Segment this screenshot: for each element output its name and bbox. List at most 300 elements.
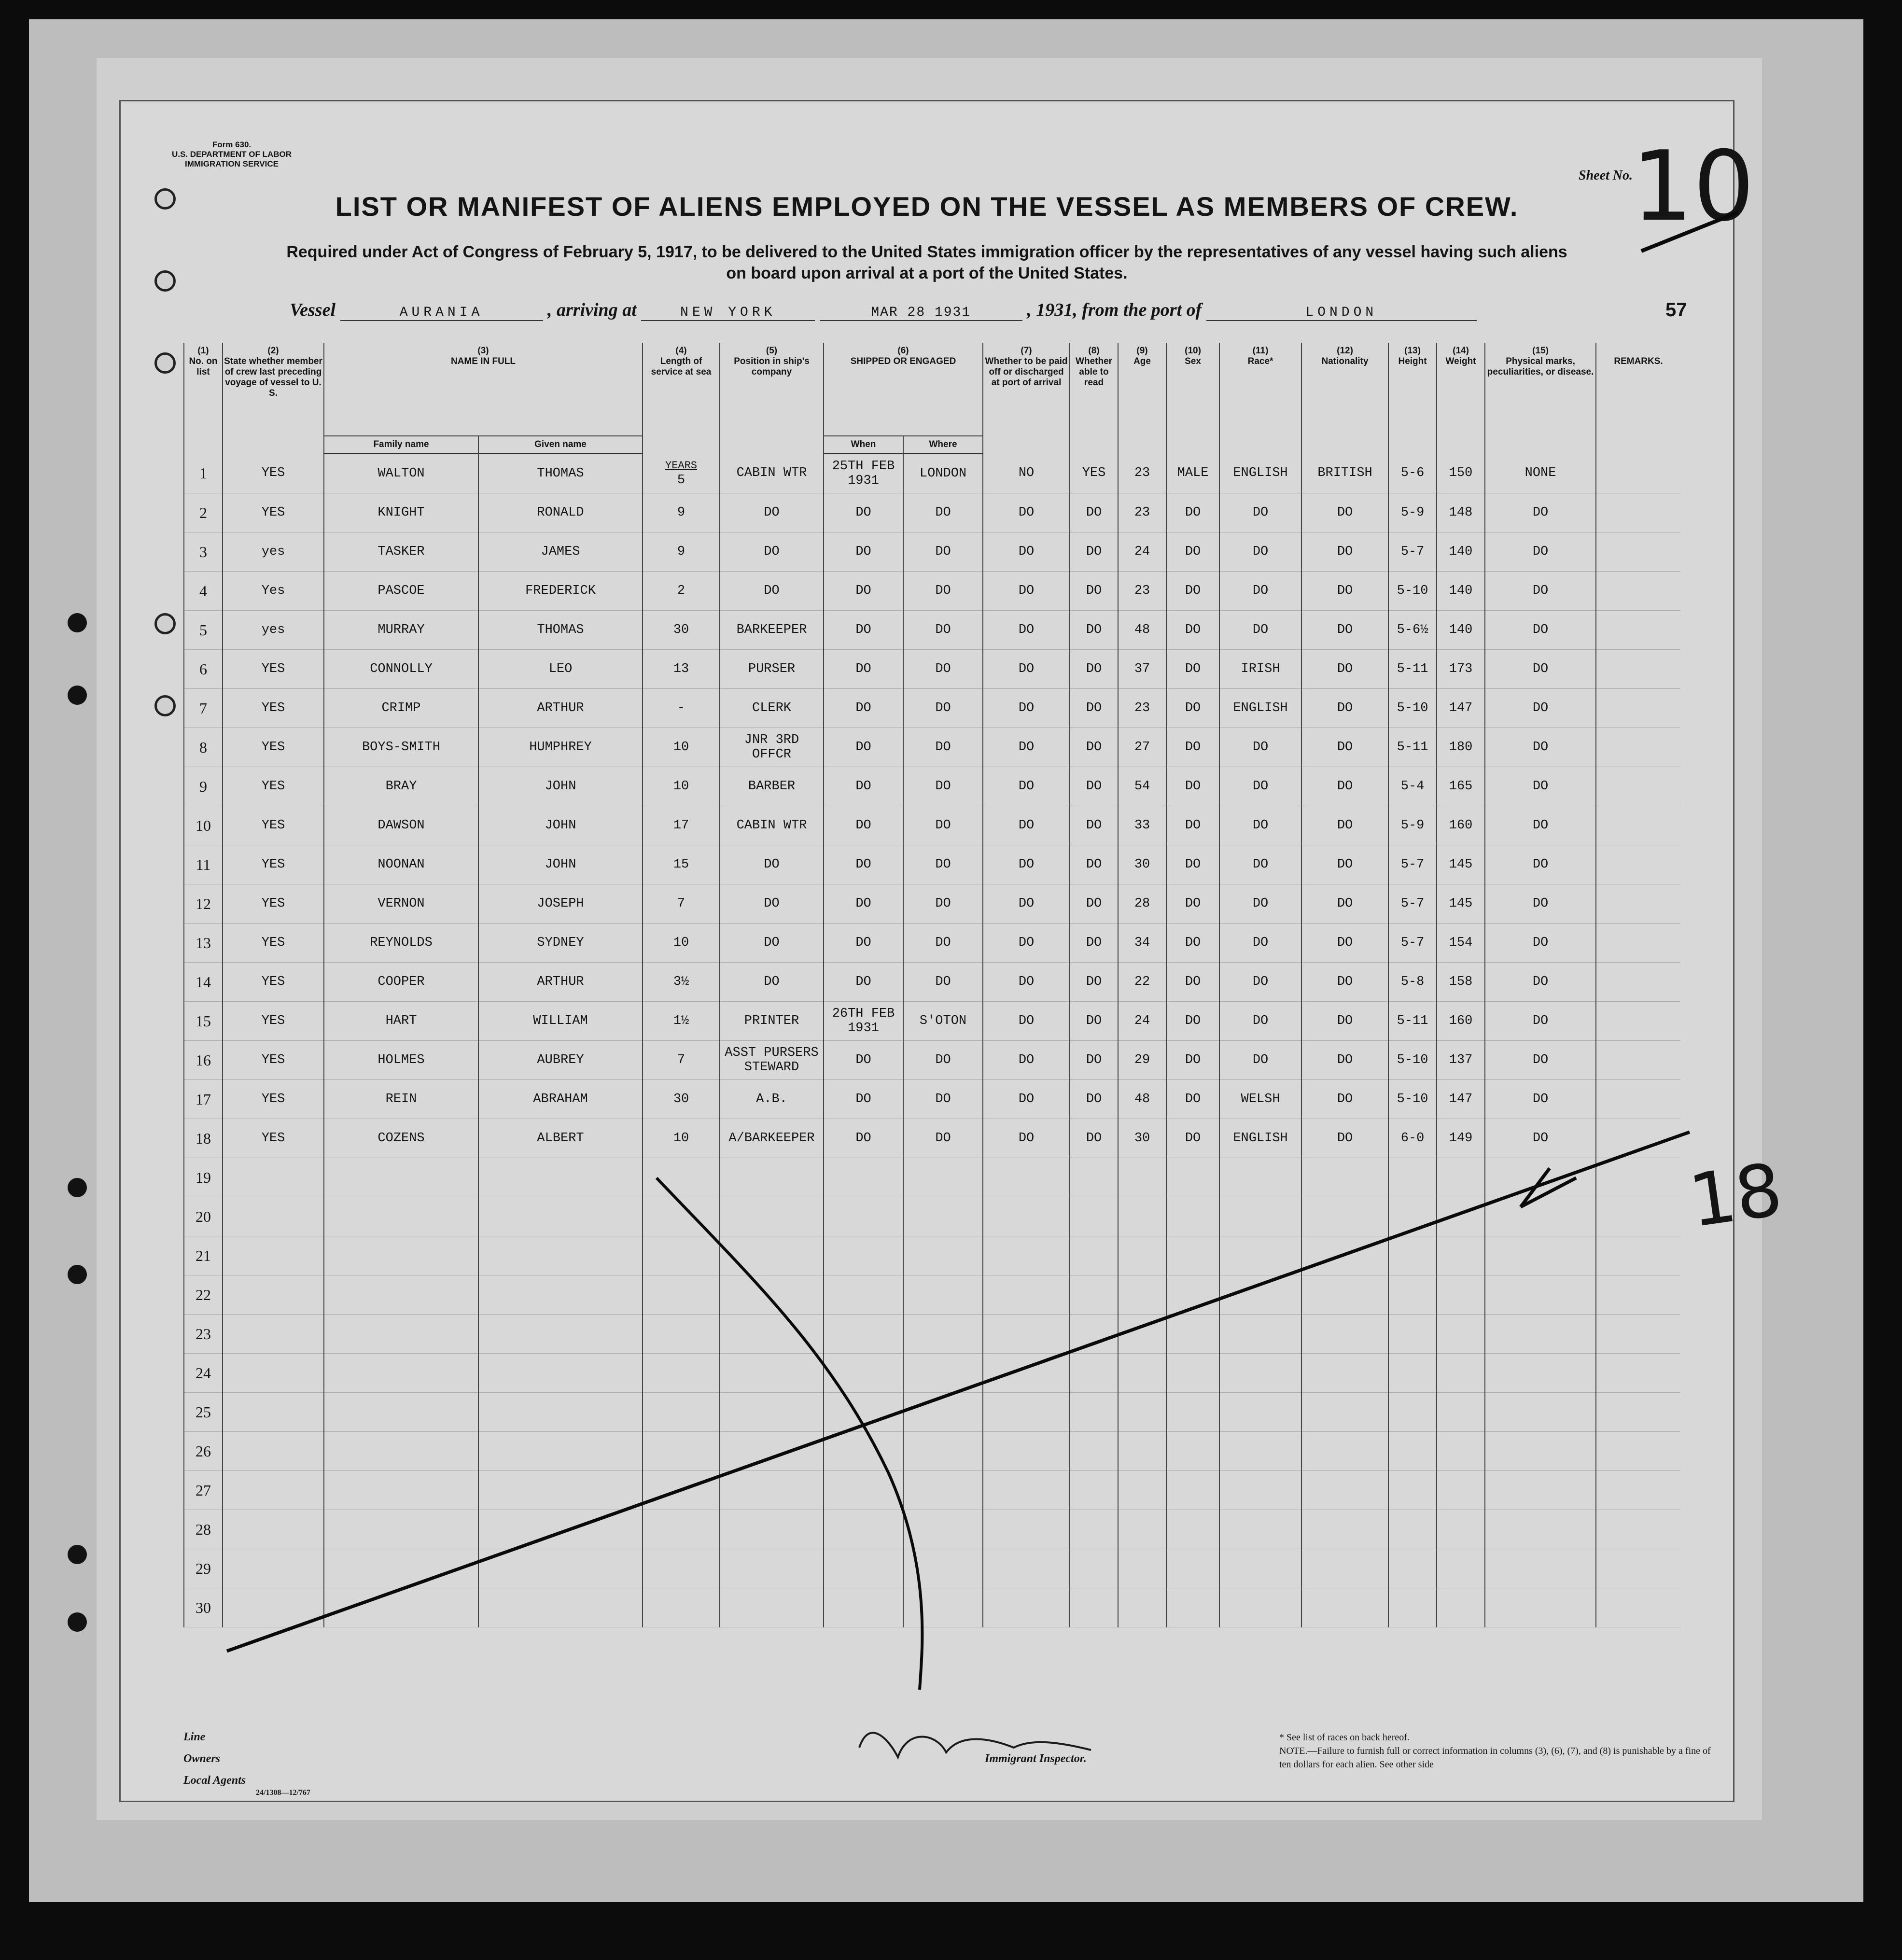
col-remarks: REMARKS. bbox=[1596, 343, 1680, 454]
given-name-cell: ALBERT bbox=[478, 1119, 643, 1158]
col-race: (11) Race* bbox=[1219, 343, 1301, 454]
height-cell: 5-6 bbox=[1388, 454, 1437, 493]
given-name-cell: JOHN bbox=[478, 806, 643, 845]
service-length-cell: 7 bbox=[643, 884, 720, 924]
service-length-cell: 10 bbox=[643, 924, 720, 963]
year-label: , 1931, from the port of bbox=[1027, 300, 1202, 320]
weight-cell: 148 bbox=[1437, 493, 1485, 532]
prior-voyage-cell: YES bbox=[223, 806, 324, 845]
physical-marks-cell: DO bbox=[1485, 650, 1596, 689]
height-cell: 6-0 bbox=[1388, 1119, 1437, 1158]
engaged-where-cell: DO bbox=[903, 572, 983, 611]
weight-cell: 145 bbox=[1437, 845, 1485, 884]
service-length-cell: 9 bbox=[643, 532, 720, 572]
row-number-cell: 21 bbox=[184, 1236, 223, 1275]
engaged-where-cell: LONDON bbox=[903, 454, 983, 493]
ship-position-cell: DO bbox=[720, 884, 824, 924]
nationality-cell: DO bbox=[1301, 845, 1388, 884]
paid-off-cell: DO bbox=[983, 924, 1070, 963]
engaged-when-cell: DO bbox=[824, 611, 903, 650]
col-marks: (15) Physical marks, peculiarities, or disease. bbox=[1485, 343, 1596, 454]
race-cell: ENGLISH bbox=[1219, 454, 1301, 493]
engaged-where-cell: DO bbox=[903, 650, 983, 689]
row-number-cell: 9 bbox=[184, 767, 223, 806]
engaged-where-cell: DO bbox=[903, 728, 983, 767]
height-cell: 5-7 bbox=[1388, 924, 1437, 963]
prior-voyage-cell: YES bbox=[223, 493, 324, 532]
row-number-cell: 4 bbox=[184, 572, 223, 611]
physical-marks-cell: NONE bbox=[1485, 454, 1596, 493]
engaged-when-cell: DO bbox=[824, 845, 903, 884]
nationality-cell: DO bbox=[1301, 924, 1388, 963]
weight-cell: 147 bbox=[1437, 689, 1485, 728]
prior-voyage-cell: yes bbox=[223, 611, 324, 650]
sex-cell: MALE bbox=[1166, 454, 1219, 493]
service-length-value: 5 bbox=[677, 473, 685, 488]
ship-position-cell: DO bbox=[720, 532, 824, 572]
physical-marks-cell: DO bbox=[1485, 806, 1596, 845]
age-cell: 24 bbox=[1118, 532, 1166, 572]
given-name-cell: AUBREY bbox=[478, 1041, 643, 1080]
engaged-when-cell: DO bbox=[824, 650, 903, 689]
physical-marks-cell: DO bbox=[1485, 1080, 1596, 1119]
engaged-where-cell: DO bbox=[903, 493, 983, 532]
row-number-cell: 28 bbox=[184, 1510, 223, 1549]
prior-voyage-cell: YES bbox=[223, 963, 324, 1002]
sex-cell: DO bbox=[1166, 650, 1219, 689]
service-length-cell: 30 bbox=[643, 611, 720, 650]
col-state: (2) State whether member of crew last preceding voyage of vessel to U. S. bbox=[223, 343, 324, 454]
sex-cell: DO bbox=[1166, 845, 1219, 884]
prior-voyage-cell: YES bbox=[223, 650, 324, 689]
sex-cell: DO bbox=[1166, 924, 1219, 963]
paid-off-cell: DO bbox=[983, 845, 1070, 884]
print-code: 24/1308—12/767 bbox=[256, 1789, 310, 1797]
able-to-read-cell: DO bbox=[1070, 884, 1118, 924]
given-name-cell: ARTHUR bbox=[478, 963, 643, 1002]
able-to-read-cell: DO bbox=[1070, 963, 1118, 1002]
paid-off-cell: DO bbox=[983, 728, 1070, 767]
footer-owners-label: Owners bbox=[183, 1752, 221, 1765]
age-cell: 23 bbox=[1118, 689, 1166, 728]
family-name-cell: BOYS-SMITH bbox=[324, 728, 478, 767]
nationality-cell: DO bbox=[1301, 728, 1388, 767]
sex-cell: DO bbox=[1166, 1041, 1219, 1080]
ship-position-cell: DO bbox=[720, 845, 824, 884]
arriving-label: , arriving at bbox=[547, 300, 637, 320]
sex-cell: DO bbox=[1166, 884, 1219, 924]
col-name: (3) NAME IN FULL bbox=[324, 343, 643, 436]
footer-line-label: Line bbox=[183, 1731, 206, 1743]
row-number-cell: 23 bbox=[184, 1315, 223, 1354]
row-number-cell: 7 bbox=[184, 689, 223, 728]
height-cell: 5-11 bbox=[1388, 650, 1437, 689]
race-note: * See list of races on back hereof. bbox=[1279, 1732, 1410, 1743]
ship-position-cell: CLERK bbox=[720, 689, 824, 728]
sex-cell: DO bbox=[1166, 728, 1219, 767]
row-number-cell: 6 bbox=[184, 650, 223, 689]
nationality-cell: DO bbox=[1301, 1041, 1388, 1080]
engaged-where-cell: DO bbox=[903, 806, 983, 845]
sex-cell: DO bbox=[1166, 767, 1219, 806]
engaged-where-cell: DO bbox=[903, 1119, 983, 1158]
prior-voyage-cell: YES bbox=[223, 767, 324, 806]
family-name-cell: CONNOLLY bbox=[324, 650, 478, 689]
family-name-cell: NOONAN bbox=[324, 845, 478, 884]
age-cell: 54 bbox=[1118, 767, 1166, 806]
age-cell: 23 bbox=[1118, 493, 1166, 532]
form-number: Form 630. bbox=[212, 140, 252, 149]
able-to-read-cell: DO bbox=[1070, 806, 1118, 845]
paid-off-cell: DO bbox=[983, 963, 1070, 1002]
service-length-cell: 3½ bbox=[643, 963, 720, 1002]
sex-cell: DO bbox=[1166, 1002, 1219, 1041]
able-to-read-cell: DO bbox=[1070, 1080, 1118, 1119]
weight-cell: 140 bbox=[1437, 532, 1485, 572]
service-length-cell: 10 bbox=[643, 728, 720, 767]
height-cell: 5-7 bbox=[1388, 532, 1437, 572]
able-to-read-cell: DO bbox=[1070, 767, 1118, 806]
weight-cell: 160 bbox=[1437, 1002, 1485, 1041]
nationality-cell: DO bbox=[1301, 767, 1388, 806]
family-name-cell: MURRAY bbox=[324, 611, 478, 650]
row-number-cell: 30 bbox=[184, 1588, 223, 1627]
row-number-cell: 2 bbox=[184, 493, 223, 532]
vessel-label: Vessel bbox=[290, 300, 336, 320]
prior-voyage-cell: YES bbox=[223, 884, 324, 924]
age-cell: 23 bbox=[1118, 454, 1166, 493]
physical-marks-cell: DO bbox=[1485, 611, 1596, 650]
sheet-label: Sheet No. bbox=[1579, 168, 1633, 183]
race-cell: DO bbox=[1219, 493, 1301, 532]
prior-voyage-cell: YES bbox=[223, 1041, 324, 1080]
age-cell: 22 bbox=[1118, 963, 1166, 1002]
engaged-where-cell: DO bbox=[903, 611, 983, 650]
given-name-cell: FREDERICK bbox=[478, 572, 643, 611]
family-name-cell: REYNOLDS bbox=[324, 924, 478, 963]
nationality-cell: DO bbox=[1301, 689, 1388, 728]
age-cell: 30 bbox=[1118, 845, 1166, 884]
given-name-cell: THOMAS bbox=[478, 611, 643, 650]
paid-off-cell: DO bbox=[983, 1080, 1070, 1119]
sheet-number-slash bbox=[1641, 212, 1738, 251]
age-cell: 27 bbox=[1118, 728, 1166, 767]
service-length-cell: 1½ bbox=[643, 1002, 720, 1041]
engaged-when-cell: DO bbox=[824, 1080, 903, 1119]
height-cell: 5-7 bbox=[1388, 845, 1437, 884]
prior-voyage-cell: YES bbox=[223, 1080, 324, 1119]
physical-marks-cell: DO bbox=[1485, 845, 1596, 884]
prior-voyage-cell: YES bbox=[223, 454, 324, 493]
able-to-read-cell: DO bbox=[1070, 728, 1118, 767]
ship-position-cell: JNR 3RD OFFCR bbox=[720, 728, 824, 767]
penalty-note: NOTE.—Failure to furnish full or correct information in columns (3), (6), (7), and (8) is punishable by a fine of ten dollars for each alien. See other side bbox=[1279, 1746, 1711, 1770]
engaged-when-cell: DO bbox=[824, 1041, 903, 1080]
row-number-cell: 15 bbox=[184, 1002, 223, 1041]
height-cell: 5-9 bbox=[1388, 806, 1437, 845]
nationality-cell: DO bbox=[1301, 1119, 1388, 1158]
family-name-cell: HART bbox=[324, 1002, 478, 1041]
age-cell: 33 bbox=[1118, 806, 1166, 845]
able-to-read-cell: DO bbox=[1070, 924, 1118, 963]
able-to-read-cell: DO bbox=[1070, 1119, 1118, 1158]
paid-off-cell: DO bbox=[983, 1119, 1070, 1158]
able-to-read-cell: DO bbox=[1070, 572, 1118, 611]
engaged-when-cell: DO bbox=[824, 493, 903, 532]
race-cell: DO bbox=[1219, 611, 1301, 650]
given-name-cell: LEO bbox=[478, 650, 643, 689]
prior-voyage-cell: YES bbox=[223, 689, 324, 728]
height-cell: 5-10 bbox=[1388, 1080, 1437, 1119]
arrival-port: NEW YORK bbox=[641, 305, 815, 321]
family-name-cell: CRIMP bbox=[324, 689, 478, 728]
weight-cell: 137 bbox=[1437, 1041, 1485, 1080]
service-length-cell: 17 bbox=[643, 806, 720, 845]
able-to-read-cell: DO bbox=[1070, 532, 1118, 572]
given-name-cell: THOMAS bbox=[478, 454, 643, 493]
row-number-cell: 20 bbox=[184, 1197, 223, 1236]
nationality-cell: DO bbox=[1301, 1080, 1388, 1119]
family-name-cell: COOPER bbox=[324, 963, 478, 1002]
engaged-where-cell: DO bbox=[903, 689, 983, 728]
engaged-when-cell: DO bbox=[824, 689, 903, 728]
engaged-when-cell: 26TH FEB 1931 bbox=[824, 1002, 903, 1041]
col-nationality: (12) Nationality bbox=[1301, 343, 1388, 454]
height-cell: 5-11 bbox=[1388, 728, 1437, 767]
row-number-cell: 13 bbox=[184, 924, 223, 963]
physical-marks-cell: DO bbox=[1485, 963, 1596, 1002]
paid-off-cell: DO bbox=[983, 1002, 1070, 1041]
row-number-cell: 10 bbox=[184, 806, 223, 845]
sex-cell: DO bbox=[1166, 493, 1219, 532]
weight-cell: 140 bbox=[1437, 611, 1485, 650]
physical-marks-cell: DO bbox=[1485, 689, 1596, 728]
able-to-read-cell: YES bbox=[1070, 454, 1118, 493]
engaged-where-cell: S'OTON bbox=[903, 1002, 983, 1041]
race-cell: WELSH bbox=[1219, 1080, 1301, 1119]
able-to-read-cell: DO bbox=[1070, 1041, 1118, 1080]
nationality-cell: DO bbox=[1301, 1002, 1388, 1041]
race-cell: DO bbox=[1219, 924, 1301, 963]
page-number: 57 bbox=[1665, 299, 1687, 321]
row-number-cell: 25 bbox=[184, 1393, 223, 1432]
engaged-where-cell: DO bbox=[903, 1080, 983, 1119]
ship-position-cell: A/BARKEEPER bbox=[720, 1119, 824, 1158]
col-weight: (14) Weight bbox=[1437, 343, 1485, 454]
ship-position-cell: DO bbox=[720, 963, 824, 1002]
col-shipped: (6) SHIPPED OR ENGAGED bbox=[824, 343, 983, 436]
ship-position-cell: DO bbox=[720, 924, 824, 963]
paid-off-cell: DO bbox=[983, 806, 1070, 845]
given-name-cell: JOHN bbox=[478, 767, 643, 806]
weight-cell: 165 bbox=[1437, 767, 1485, 806]
family-name-cell: KNIGHT bbox=[324, 493, 478, 532]
service-length-cell: 10 bbox=[643, 1119, 720, 1158]
service-length-cell: 9 bbox=[643, 493, 720, 532]
weight-cell: 150 bbox=[1437, 454, 1485, 493]
ship-position-cell: PRINTER bbox=[720, 1002, 824, 1041]
physical-marks-cell: DO bbox=[1485, 1041, 1596, 1080]
service-length-cell: 13 bbox=[643, 650, 720, 689]
paid-off-cell: DO bbox=[983, 611, 1070, 650]
row-number-cell: 22 bbox=[184, 1275, 223, 1315]
engaged-where-cell: DO bbox=[903, 532, 983, 572]
row-number-cell: 27 bbox=[184, 1471, 223, 1510]
ship-position-cell: CABIN WTR bbox=[720, 806, 824, 845]
family-name-cell: DAWSON bbox=[324, 806, 478, 845]
ship-position-cell: A.B. bbox=[720, 1080, 824, 1119]
years-unit-label: YEARS bbox=[665, 460, 698, 472]
paid-off-cell: DO bbox=[983, 532, 1070, 572]
sex-cell: DO bbox=[1166, 532, 1219, 572]
row-number-cell: 16 bbox=[184, 1041, 223, 1080]
service-length-cell: 7 bbox=[643, 1041, 720, 1080]
physical-marks-cell: DO bbox=[1485, 1119, 1596, 1158]
age-cell: 30 bbox=[1118, 1119, 1166, 1158]
given-name-cell: SYDNEY bbox=[478, 924, 643, 963]
cancellation-line bbox=[227, 1132, 1690, 1651]
row-number-cell: 11 bbox=[184, 845, 223, 884]
paid-off-cell: DO bbox=[983, 493, 1070, 532]
col-when: When bbox=[824, 436, 903, 454]
sex-cell: DO bbox=[1166, 689, 1219, 728]
engaged-where-cell: DO bbox=[903, 1041, 983, 1080]
vessel-name: AURANIA bbox=[340, 305, 543, 321]
weight-cell: 173 bbox=[1437, 650, 1485, 689]
ship-position-cell: DO bbox=[720, 493, 824, 532]
department-name: U.S. DEPARTMENT OF LABOR bbox=[171, 150, 292, 159]
row-number-cell: 17 bbox=[184, 1080, 223, 1119]
service-name: IMMIGRATION SERVICE bbox=[185, 159, 279, 168]
given-name-cell: ARTHUR bbox=[478, 689, 643, 728]
age-cell: 29 bbox=[1118, 1041, 1166, 1080]
nationality-cell: DO bbox=[1301, 611, 1388, 650]
col-read: (8) Whether able to read bbox=[1070, 343, 1118, 454]
age-cell: 23 bbox=[1118, 572, 1166, 611]
ship-position-cell: BARKEEPER bbox=[720, 611, 824, 650]
family-name-cell: COZENS bbox=[324, 1119, 478, 1158]
col-given-name: Given name bbox=[478, 436, 643, 454]
weight-cell: 147 bbox=[1437, 1080, 1485, 1119]
date-stamp: MAR 28 1931 bbox=[820, 305, 1022, 321]
height-cell: 5-4 bbox=[1388, 767, 1437, 806]
nationality-cell: DO bbox=[1301, 493, 1388, 532]
row-number-cell: 24 bbox=[184, 1354, 223, 1393]
ship-position-cell: DO bbox=[720, 572, 824, 611]
row-number-cell: 18 bbox=[184, 1119, 223, 1158]
row-number-cell: 3 bbox=[184, 532, 223, 572]
family-name-cell: VERNON bbox=[324, 884, 478, 924]
age-cell: 48 bbox=[1118, 611, 1166, 650]
race-cell: ENGLISH bbox=[1219, 1119, 1301, 1158]
height-cell: 5-9 bbox=[1388, 493, 1437, 532]
sex-cell: DO bbox=[1166, 1080, 1219, 1119]
physical-marks-cell: DO bbox=[1485, 924, 1596, 963]
sex-cell: DO bbox=[1166, 1119, 1219, 1158]
engaged-when-cell: DO bbox=[824, 806, 903, 845]
family-name-cell: WALTON bbox=[324, 454, 478, 493]
physical-marks-cell: DO bbox=[1485, 1002, 1596, 1041]
row-number-cell: 8 bbox=[184, 728, 223, 767]
height-cell: 5-10 bbox=[1388, 1041, 1437, 1080]
sex-cell: DO bbox=[1166, 963, 1219, 1002]
col-position: (5) Position in ship's company bbox=[720, 343, 824, 454]
curved-stroke bbox=[657, 1178, 922, 1690]
handwritten-crew-total: 18 bbox=[1684, 1148, 1788, 1244]
race-cell: DO bbox=[1219, 845, 1301, 884]
race-cell: DO bbox=[1219, 532, 1301, 572]
race-cell: DO bbox=[1219, 767, 1301, 806]
given-name-cell: WILLIAM bbox=[478, 1002, 643, 1041]
nationality-cell: DO bbox=[1301, 532, 1388, 572]
able-to-read-cell: DO bbox=[1070, 1002, 1118, 1041]
race-cell: DO bbox=[1219, 728, 1301, 767]
prior-voyage-cell: yes bbox=[223, 532, 324, 572]
col-no: (1) No. on list bbox=[184, 343, 223, 454]
physical-marks-cell: DO bbox=[1485, 728, 1596, 767]
family-name-cell: REIN bbox=[324, 1080, 478, 1119]
given-name-cell: RONALD bbox=[478, 493, 643, 532]
ship-position-cell: CABIN WTR bbox=[720, 454, 824, 493]
physical-marks-cell: DO bbox=[1485, 884, 1596, 924]
physical-marks-cell: DO bbox=[1485, 572, 1596, 611]
physical-marks-cell: DO bbox=[1485, 767, 1596, 806]
col-length: (4) Length of service at sea bbox=[643, 343, 720, 454]
engaged-when-cell: DO bbox=[824, 1119, 903, 1158]
height-cell: 5-8 bbox=[1388, 963, 1437, 1002]
col-height: (13) Height bbox=[1388, 343, 1437, 454]
given-name-cell: HUMPHREY bbox=[478, 728, 643, 767]
nationality-cell: DO bbox=[1301, 884, 1388, 924]
engaged-when-cell: DO bbox=[824, 532, 903, 572]
height-cell: 5-7 bbox=[1388, 884, 1437, 924]
service-length-cell: 30 bbox=[643, 1080, 720, 1119]
paid-off-cell: DO bbox=[983, 689, 1070, 728]
paid-off-cell: DO bbox=[983, 572, 1070, 611]
height-cell: 5-6½ bbox=[1388, 611, 1437, 650]
service-length-cell: 10 bbox=[643, 767, 720, 806]
footer-agents-label: Local Agents bbox=[183, 1774, 246, 1787]
family-name-cell: PASCOE bbox=[324, 572, 478, 611]
row-number-cell: 29 bbox=[184, 1549, 223, 1588]
paid-off-cell: DO bbox=[983, 650, 1070, 689]
ship-position-cell: BARBER bbox=[720, 767, 824, 806]
race-cell: IRISH bbox=[1219, 650, 1301, 689]
engaged-where-cell: DO bbox=[903, 884, 983, 924]
weight-cell: 140 bbox=[1437, 572, 1485, 611]
prior-voyage-cell: Yes bbox=[223, 572, 324, 611]
row-number-cell: 12 bbox=[184, 884, 223, 924]
row-number-cell: 14 bbox=[184, 963, 223, 1002]
engaged-when-cell: DO bbox=[824, 884, 903, 924]
service-length-cell: 15 bbox=[643, 845, 720, 884]
page-title: LIST OR MANIFEST OF ALIENS EMPLOYED ON THE VESSEL AS MEMBERS OF CREW. bbox=[335, 191, 1519, 222]
engaged-where-cell: DO bbox=[903, 845, 983, 884]
given-name-cell: ABRAHAM bbox=[478, 1080, 643, 1119]
engaged-where-cell: DO bbox=[903, 767, 983, 806]
inspector-label: Immigrant Inspector. bbox=[985, 1752, 1087, 1765]
able-to-read-cell: DO bbox=[1070, 611, 1118, 650]
weight-cell: 149 bbox=[1437, 1119, 1485, 1158]
age-cell: 28 bbox=[1118, 884, 1166, 924]
age-cell: 37 bbox=[1118, 650, 1166, 689]
race-cell: ENGLISH bbox=[1219, 689, 1301, 728]
height-cell: 5-10 bbox=[1388, 572, 1437, 611]
paid-off-cell: DO bbox=[983, 884, 1070, 924]
paid-off-cell: DO bbox=[983, 1041, 1070, 1080]
sex-cell: DO bbox=[1166, 611, 1219, 650]
given-name-cell: JOHN bbox=[478, 845, 643, 884]
